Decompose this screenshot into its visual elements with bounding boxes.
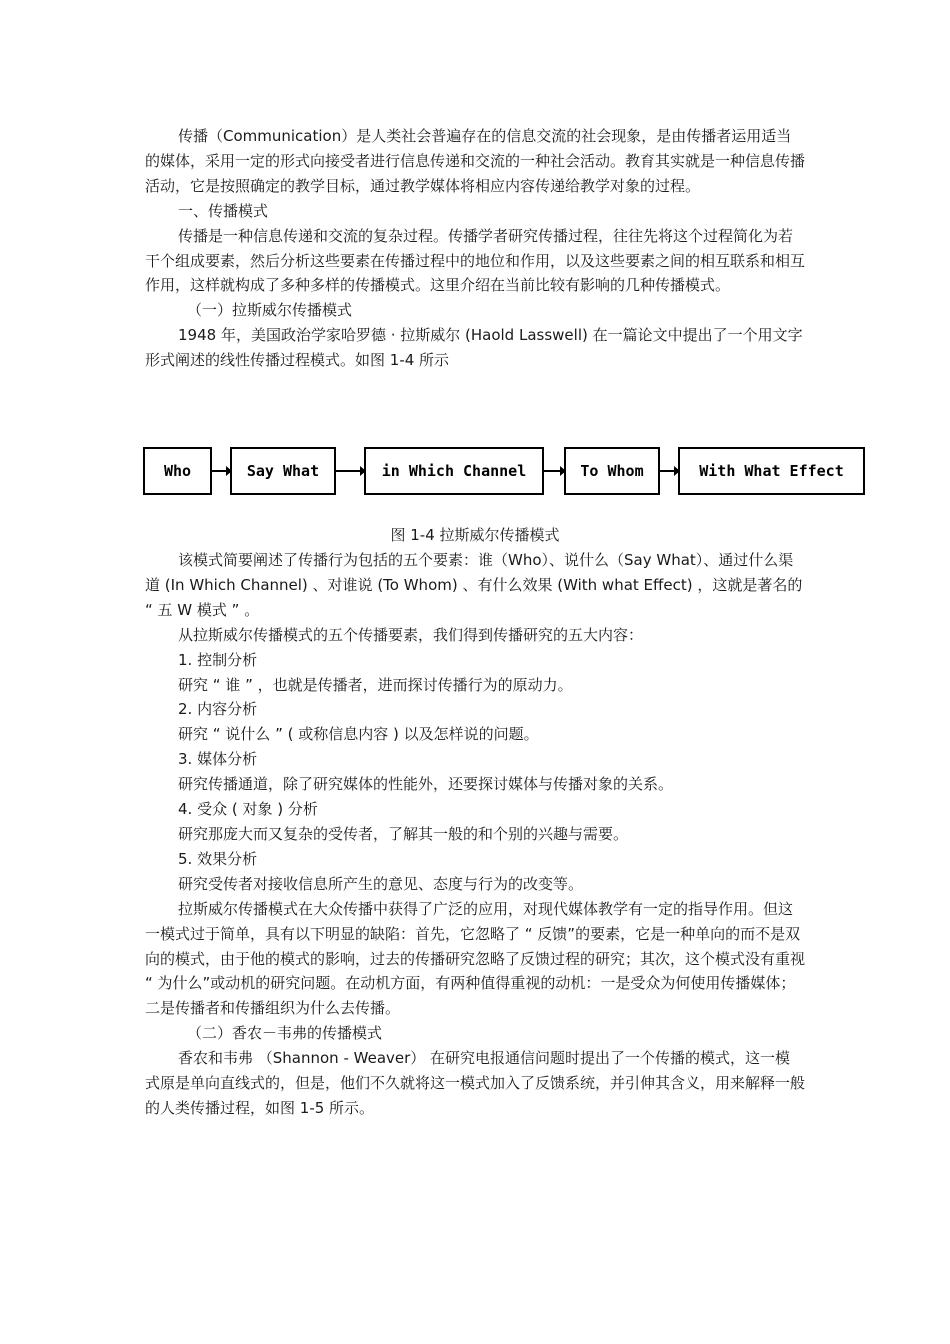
box-to-whom: To Whom (564, 447, 660, 495)
item-desc: 研究那庞大而又复杂的受传者，了解其一般的和个别的兴趣与需要。 (178, 824, 629, 843)
box-say-what: Say What (230, 447, 336, 495)
paragraph-models: 传播是一种信息传递和交流的复杂过程。传播学者研究传播过程，往往先将这个过程简化为若干个组成要素，然后分析这些要素在传播过程中的地位和作用，以及这些要素之间的相互联系和相互作用，这样就构成了多种多样的传播模式。这里介绍在当前比较有影响的几种传播模式。 (145, 226, 806, 295)
heading-shannon-weaver: （二）香农－韦弗的传播模式 (187, 1024, 383, 1043)
paragraph-limitations: 拉斯威尔传播模式在大众传播中获得了广泛的应用，对现代媒体教学有一定的指导作用。但这一模式过于简单，具有以下明显的缺陷：首先，它忽略了 “ 反馈”的要素，它是一种单向的而不是双向的模式，由于他的模式的影响，过去的传播研究忽略了反馈过程的研究；其次，这个模式没有重视 “ 为什么”或动机的研究问题。在动机方面，有两种值得重视的动机：一是受众为何使用传播媒体；二是传播者和传播组织为什么去传播。 (145, 899, 806, 1018)
item-desc: 研究 “ 谁 ” ，也就是传播者，进而探讨传播行为的原动力。 (178, 675, 573, 694)
arrow-1 (212, 470, 228, 472)
item-desc: 研究受传者对接收信息所产生的意见、态度与行为的改变等。 (178, 874, 584, 893)
item-title: 5. 效果分析 (178, 849, 258, 868)
figure-caption: 图 1-4 拉斯威尔传播模式 (390, 526, 560, 544)
box-with-what-effect: With What Effect (678, 447, 865, 495)
arrow-4 (660, 470, 676, 472)
heading-communication-models: 一、传播模式 (178, 201, 269, 220)
box-channel: in Which Channel (364, 447, 544, 495)
document-section-1 (145, 124, 805, 373)
box-who: Who (143, 447, 212, 495)
item-title: 4. 受众 ( 对象 ) 分析 (178, 800, 318, 819)
paragraph-five-elements: 该模式简要阐述了传播行为包括的五个要素：谁（Who）、说什么（Say What）、通过什么渠道 (In Which Channel) 、对谁说 (To Whom) 、有什么效果 (With what Effect) ，这就是著名的 “ 五 W 模式 ” 。 (145, 551, 803, 619)
item-desc: 研究传播通道，除了研究媒体的性能外，还要探讨媒体与传播对象的关系。 (178, 775, 674, 794)
item-title: 2. 内容分析 (178, 700, 258, 719)
paragraph-five-contents: 从拉斯威尔传播模式的五个传播要素，我们得到传播研究的五大内容： (178, 625, 644, 644)
item-title: 3. 媒体分析 (178, 750, 258, 769)
item-desc: 研究 “ 说什么 ” ( 或称信息内容 ) 以及怎样说的问题。 (178, 725, 539, 744)
document-section-2 (145, 548, 805, 1121)
paragraph-intro: 传播（Communication）是人类社会普遍存在的信息交流的社会现象，是由传播者运用适当的媒体，采用一定的形式向接受者进行信息传递和交流的一种社会活动。教育其实就是一种信息传播活动，它是按照确定的教学目标，通过教学媒体将相应内容传递给教学对象的过程。 (145, 127, 806, 195)
item-title: 1. 控制分析 (178, 650, 258, 669)
heading-lasswell: （一）拉斯威尔传播模式 (187, 301, 353, 320)
arrow-2 (336, 470, 362, 472)
arrow-3 (544, 470, 562, 472)
paragraph-lasswell-intro: 1948 年，美国政治学家哈罗德 · 拉斯威尔 (Haold Lasswell) 在一篇论文中提出了一个用文字形式阐述的线性传播过程模式。如图 1-4 所示 (145, 326, 803, 370)
paragraph-shannon-weaver: 香农和韦弗 （Shannon - Weaver） 在研究电报通信问题时提出了一个传播的模式，这一模式原是单向直线式的，但是，他们不久就将这一模式加入了反馈系统，并引伸其含义，用来解释一般的人类传播过程，如图 1-5 所示。 (145, 1049, 806, 1117)
lasswell-diagram (143, 447, 867, 499)
